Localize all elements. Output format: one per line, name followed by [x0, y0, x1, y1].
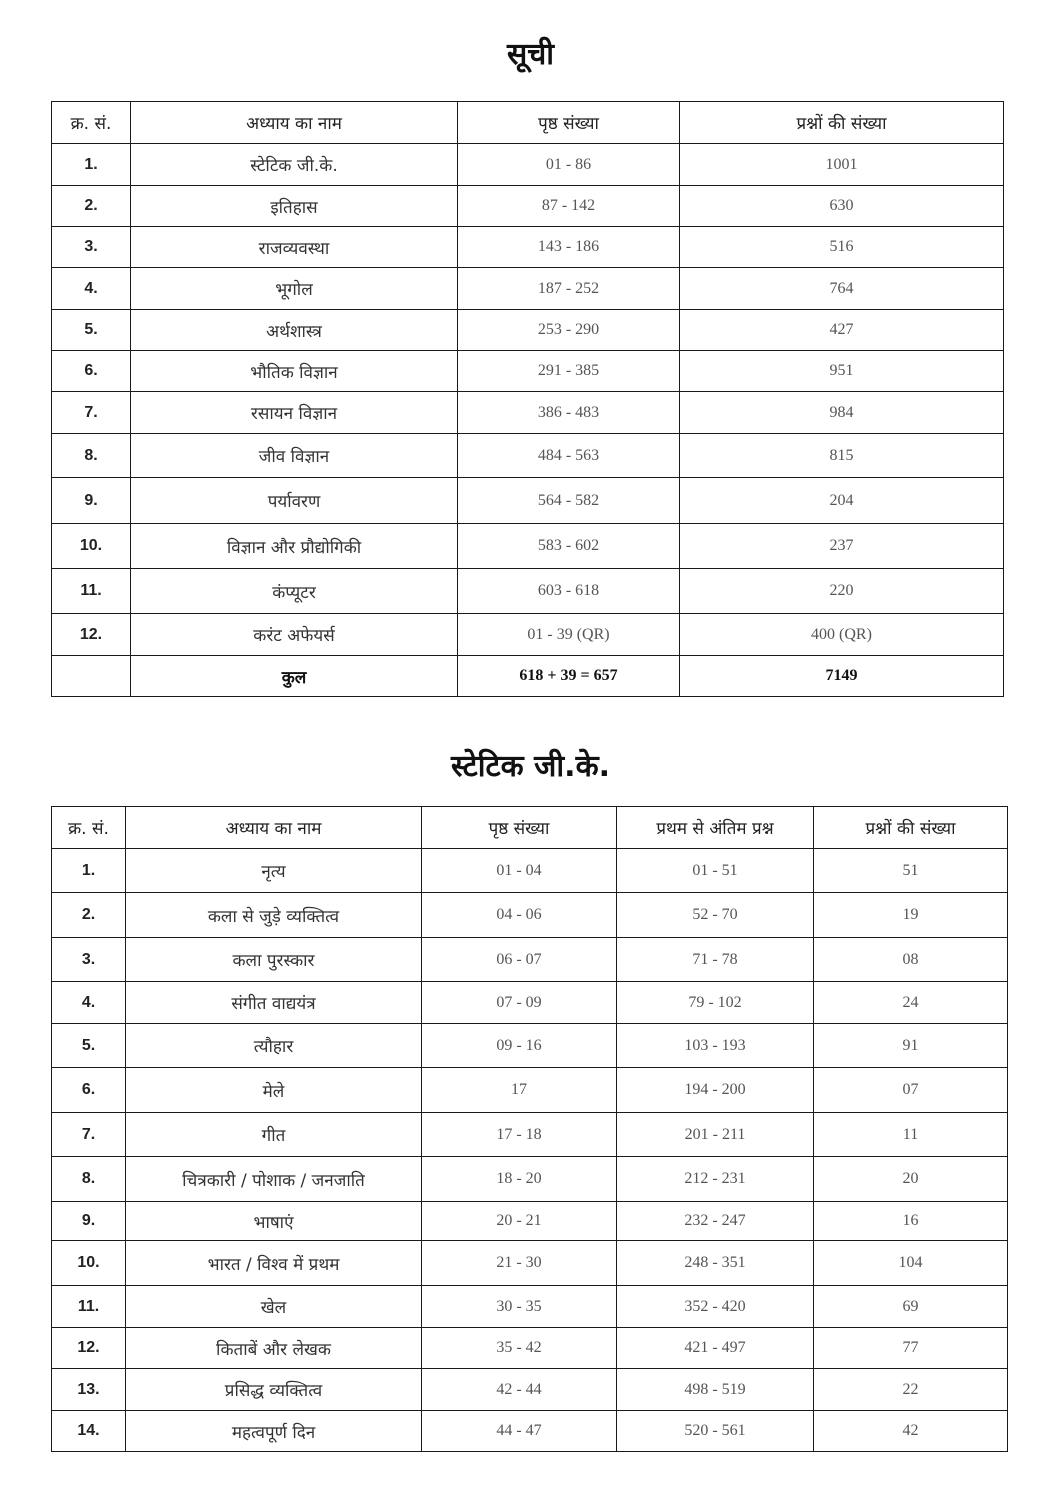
table-row [52, 478, 1004, 524]
table-row [52, 1286, 1008, 1328]
table-row [52, 310, 1004, 351]
question-count-cell: 427 [680, 310, 1004, 351]
chapter-name-cell: भूगोल [131, 268, 458, 310]
serial-cell: 3. [52, 227, 131, 268]
table-row [52, 1241, 1008, 1286]
table-row [52, 849, 1008, 893]
question-range-cell: 201 - 211 [617, 1113, 814, 1157]
question-count-cell: 24 [814, 982, 1008, 1024]
contents-table [51, 101, 1004, 697]
total-row [52, 656, 1004, 697]
chapter-name-cell: जीव विज्ञान [131, 434, 458, 478]
chapter-name-cell: मेले [126, 1068, 422, 1113]
question-range-cell: 01 - 51 [617, 849, 814, 893]
total-label: कुल [131, 656, 458, 697]
chapter-name-cell: किताबें और लेखक [126, 1328, 422, 1369]
header-question-count: प्रश्नों की संख्या [680, 102, 1004, 144]
serial-cell: 2. [52, 186, 131, 227]
total-pages: 618 + 39 = 657 [458, 656, 680, 697]
page-range-cell: 291 - 385 [458, 351, 680, 392]
header-serial: क्र. सं. [52, 102, 131, 144]
table-row [52, 392, 1004, 434]
page-range-cell: 21 - 30 [422, 1241, 617, 1286]
table-row [52, 268, 1004, 310]
page-range-cell: 09 - 16 [422, 1024, 617, 1068]
serial-cell: 4. [52, 268, 131, 310]
question-count-cell: 07 [814, 1068, 1008, 1113]
table-row [52, 1411, 1008, 1452]
table-row [52, 982, 1008, 1024]
chapter-name-cell: अर्थशास्त्र [131, 310, 458, 351]
question-range-cell: 498 - 519 [617, 1369, 814, 1411]
serial-cell: 9. [52, 1202, 126, 1241]
question-range-cell: 212 - 231 [617, 1157, 814, 1202]
table-row [52, 938, 1008, 982]
header-page-count: पृष्ठ संख्या [422, 807, 617, 849]
serial-cell: 14. [52, 1411, 126, 1452]
serial-cell: 5. [52, 310, 131, 351]
page-range-cell: 01 - 86 [458, 144, 680, 186]
page-range-cell: 143 - 186 [458, 227, 680, 268]
question-count-cell: 984 [680, 392, 1004, 434]
table-row [52, 1328, 1008, 1369]
page-range-cell: 04 - 06 [422, 893, 617, 938]
table-row [52, 1202, 1008, 1241]
serial-cell: 8. [52, 1157, 126, 1202]
chapter-name-cell: रसायन विज्ञान [131, 392, 458, 434]
question-range-cell: 421 - 497 [617, 1328, 814, 1369]
serial-cell: 9. [52, 478, 131, 524]
table-row [52, 893, 1008, 938]
chapter-name-cell: भारत / विश्व में प्रथम [126, 1241, 422, 1286]
page-range-cell: 603 - 618 [458, 569, 680, 614]
header-chapter-name: अध्याय का नाम [131, 102, 458, 144]
question-range-cell: 520 - 561 [617, 1411, 814, 1452]
table-row [52, 1369, 1008, 1411]
page-range-cell: 35 - 42 [422, 1328, 617, 1369]
serial-cell: 4. [52, 982, 126, 1024]
header-serial: क्र. सं. [52, 807, 126, 849]
page-range-cell: 583 - 602 [458, 524, 680, 569]
table-row [52, 1068, 1008, 1113]
question-count-cell: 630 [680, 186, 1004, 227]
question-count-cell: 104 [814, 1241, 1008, 1286]
question-count-cell: 20 [814, 1157, 1008, 1202]
table-row [52, 144, 1004, 186]
serial-cell: 11. [52, 569, 131, 614]
question-count-cell: 08 [814, 938, 1008, 982]
page-range-cell: 17 [422, 1068, 617, 1113]
question-count-cell: 19 [814, 893, 1008, 938]
header-question-count: प्रश्नों की संख्या [814, 807, 1008, 849]
page-range-cell: 06 - 07 [422, 938, 617, 982]
page-range-cell: 01 - 39 (QR) [458, 614, 680, 656]
table-row [52, 227, 1004, 268]
serial-cell: 10. [52, 1241, 126, 1286]
serial-cell: 5. [52, 1024, 126, 1068]
page-range-cell: 484 - 563 [458, 434, 680, 478]
chapter-name-cell: राजव्यवस्था [131, 227, 458, 268]
static-gk-title: स्टेटिक जी.के. [450, 749, 611, 784]
total-questions: 7149 [680, 656, 1004, 697]
serial-cell: 10. [52, 524, 131, 569]
question-range-cell: 79 - 102 [617, 982, 814, 1024]
chapter-name-cell: संगीत वाद्ययंत्र [126, 982, 422, 1024]
page-range-cell: 18 - 20 [422, 1157, 617, 1202]
question-count-cell: 400 (QR) [680, 614, 1004, 656]
header-chapter-name: अध्याय का नाम [126, 807, 422, 849]
table-row [52, 186, 1004, 227]
question-range-cell: 52 - 70 [617, 893, 814, 938]
page-range-cell: 87 - 142 [458, 186, 680, 227]
question-count-cell: 77 [814, 1328, 1008, 1369]
table-row [52, 569, 1004, 614]
chapter-name-cell: त्यौहार [126, 1024, 422, 1068]
question-count-cell: 22 [814, 1369, 1008, 1411]
serial-cell: 1. [52, 144, 131, 186]
serial-cell: 2. [52, 893, 126, 938]
question-count-cell: 951 [680, 351, 1004, 392]
page-range-cell: 386 - 483 [458, 392, 680, 434]
question-count-cell: 764 [680, 268, 1004, 310]
chapter-name-cell: करंट अफेयर्स [131, 614, 458, 656]
page-range-cell: 253 - 290 [458, 310, 680, 351]
chapter-name-cell: भाषाएं [126, 1202, 422, 1241]
serial-cell: 12. [52, 614, 131, 656]
question-count-cell: 11 [814, 1113, 1008, 1157]
page-range-cell: 20 - 21 [422, 1202, 617, 1241]
question-count-cell: 815 [680, 434, 1004, 478]
chapter-name-cell: चित्रकारी / पोशाक / जनजाति [126, 1157, 422, 1202]
chapter-name-cell: स्टेटिक जी.के. [131, 144, 458, 186]
question-range-cell: 352 - 420 [617, 1286, 814, 1328]
chapter-name-cell: गीत [126, 1113, 422, 1157]
chapter-name-cell: कंप्यूटर [131, 569, 458, 614]
question-count-cell: 1001 [680, 144, 1004, 186]
page-range-cell: 17 - 18 [422, 1113, 617, 1157]
question-count-cell: 69 [814, 1286, 1008, 1328]
question-count-cell: 516 [680, 227, 1004, 268]
contents-title: सूची [506, 37, 555, 72]
table-header-row [52, 102, 1004, 144]
question-range-cell: 103 - 193 [617, 1024, 814, 1068]
question-count-cell: 51 [814, 849, 1008, 893]
page-range-cell: 30 - 35 [422, 1286, 617, 1328]
serial-cell: 13. [52, 1369, 126, 1411]
serial-cell: 7. [52, 392, 131, 434]
question-range-cell: 232 - 247 [617, 1202, 814, 1241]
page-range-cell: 42 - 44 [422, 1369, 617, 1411]
question-count-cell: 237 [680, 524, 1004, 569]
static-gk-table [51, 806, 1008, 1452]
chapter-name-cell: महत्वपूर्ण दिन [126, 1411, 422, 1452]
chapter-name-cell: कला पुरस्कार [126, 938, 422, 982]
serial-cell: 7. [52, 1113, 126, 1157]
serial-cell: 12. [52, 1328, 126, 1369]
chapter-name-cell: खेल [126, 1286, 422, 1328]
serial-cell: 1. [52, 849, 126, 893]
question-count-cell: 220 [680, 569, 1004, 614]
question-range-cell: 248 - 351 [617, 1241, 814, 1286]
chapter-name-cell: नृत्य [126, 849, 422, 893]
question-range-cell: 194 - 200 [617, 1068, 814, 1113]
table-row [52, 524, 1004, 569]
question-range-cell: 71 - 78 [617, 938, 814, 982]
header-question-range: प्रथम से अंतिम प्रश्न [617, 807, 814, 849]
chapter-name-cell: इतिहास [131, 186, 458, 227]
table-row [52, 1024, 1008, 1068]
serial-cell: 3. [52, 938, 126, 982]
page-range-cell: 44 - 47 [422, 1411, 617, 1452]
chapter-name-cell: विज्ञान और प्रौद्योगिकी [131, 524, 458, 569]
page-range-cell: 01 - 04 [422, 849, 617, 893]
page-range-cell: 564 - 582 [458, 478, 680, 524]
table-row [52, 434, 1004, 478]
chapter-name-cell: पर्यावरण [131, 478, 458, 524]
serial-cell: 8. [52, 434, 131, 478]
page-range-cell: 07 - 09 [422, 982, 617, 1024]
chapter-name-cell: कला से जुड़े व्यक्तित्व [126, 893, 422, 938]
table-row [52, 1113, 1008, 1157]
chapter-name-cell: प्रसिद्ध व्यक्तित्व [126, 1369, 422, 1411]
serial-cell: 6. [52, 1068, 126, 1113]
table-row [52, 1157, 1008, 1202]
page-range-cell: 187 - 252 [458, 268, 680, 310]
question-count-cell: 204 [680, 478, 1004, 524]
question-count-cell: 16 [814, 1202, 1008, 1241]
table-header-row [52, 807, 1008, 849]
question-count-cell: 42 [814, 1411, 1008, 1452]
question-count-cell: 91 [814, 1024, 1008, 1068]
table-row [52, 614, 1004, 656]
header-page-count: पृष्ठ संख्या [458, 102, 680, 144]
chapter-name-cell: भौतिक विज्ञान [131, 351, 458, 392]
table-row [52, 351, 1004, 392]
empty-cell [52, 656, 131, 697]
serial-cell: 6. [52, 351, 131, 392]
serial-cell: 11. [52, 1286, 126, 1328]
